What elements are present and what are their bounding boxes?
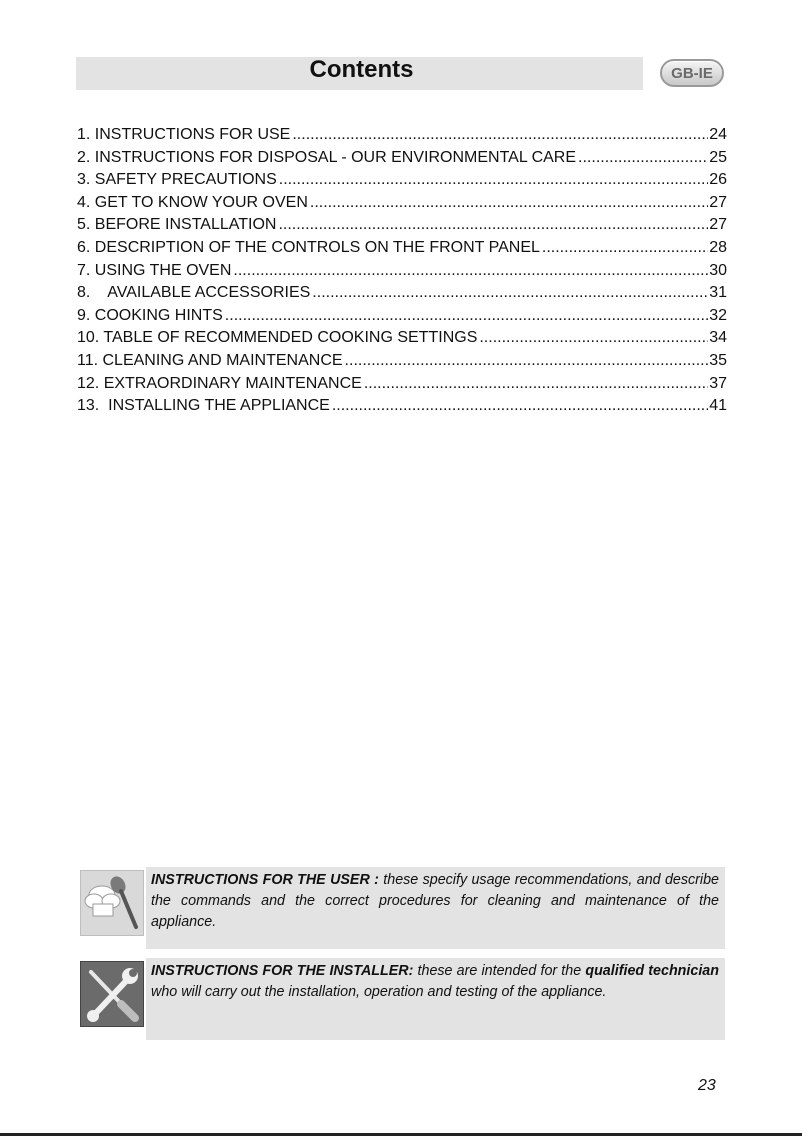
toc-entry[interactable] [77, 124, 727, 147]
toc-entry[interactable] [77, 282, 727, 305]
toc-entry-leader [225, 305, 708, 328]
toc-entry-label: 1. INSTRUCTIONS FOR USE [77, 126, 291, 143]
toc-entry-label: 11. CLEANING AND MAINTENANCE [77, 351, 343, 369]
installer-instructions-note [146, 958, 725, 1040]
language-badge: GB-IE [660, 59, 724, 87]
toc-entry-leader [312, 282, 708, 305]
toc-entry-leader [345, 350, 709, 373]
toc-entry[interactable] [77, 237, 727, 260]
installer-note-text-after: who will carry out the installation, operation and testing of the appliance. [151, 984, 607, 1000]
toc-entry-page: 41 [709, 397, 727, 415]
table-of-contents [77, 124, 727, 418]
toc-entry-label: 6. DESCRIPTION OF THE CONTROLS ON THE FRONT PANEL [77, 238, 540, 256]
toc-entry-page: 27 [709, 193, 727, 211]
toc-entry-leader [479, 327, 708, 350]
toc-entry-leader [278, 214, 708, 237]
toc-entry[interactable] [77, 260, 727, 283]
title-bar [76, 57, 643, 90]
toc-entry-leader [578, 147, 708, 170]
toc-entry-page: 30 [709, 261, 727, 279]
toc-entry[interactable] [77, 214, 727, 237]
toc-entry-leader [233, 260, 708, 283]
toc-entry-leader [364, 373, 708, 396]
toc-entry-page: 37 [709, 374, 727, 392]
toc-entry[interactable] [77, 147, 727, 170]
toc-entry-page: 24 [709, 126, 727, 143]
user-note-text: these specify usage recommendations, and describe the commands and the correct procedures for cleaning and maintenance of the appliance. [151, 872, 719, 930]
toc-entry-page: 34 [709, 329, 727, 347]
toc-entry-leader [542, 237, 708, 260]
toc-entry-label: 13. INSTALLING THE APPLIANCE [77, 397, 330, 415]
toc-entry[interactable] [77, 169, 727, 192]
toc-entry-page: 32 [709, 306, 727, 324]
toc-entry-page: 28 [709, 238, 727, 256]
toc-entry-leader [292, 124, 708, 147]
installer-note-text-before: these are intended for the [413, 963, 586, 979]
tools-icon [80, 961, 144, 1027]
page-number: 23 [698, 1077, 716, 1094]
toc-entry-label: 10. TABLE OF RECOMMENDED COOKING SETTINGS [77, 329, 478, 347]
toc-entry-page: 27 [709, 216, 727, 234]
toc-entry[interactable] [77, 395, 727, 418]
toc-entry-label: 8. AVAILABLE ACCESSORIES [77, 284, 311, 302]
toc-entry-label: 7. USING THE OVEN [77, 261, 232, 279]
toc-entry-label: 3. SAFETY PRECAUTIONS [77, 171, 277, 189]
toc-entry[interactable] [77, 373, 727, 396]
toc-entry-page: 31 [709, 284, 727, 302]
toc-entry-leader [310, 192, 708, 215]
user-instructions-note [146, 867, 725, 949]
user-note-heading: INSTRUCTIONS FOR THE USER : [151, 872, 379, 888]
toc-entry[interactable] [77, 327, 727, 350]
installer-note-heading: INSTRUCTIONS FOR THE INSTALLER: [151, 963, 414, 979]
chef-spoon-icon [80, 870, 144, 936]
installer-note-emphasis: qualified technician [585, 963, 719, 979]
page-title: Contents [309, 55, 414, 83]
toc-entry-label: 9. COOKING HINTS [77, 306, 223, 324]
toc-entry-page: 35 [709, 351, 727, 369]
toc-entry-label: 2. INSTRUCTIONS FOR DISPOSAL - OUR ENVIRONMENTAL CARE [77, 148, 577, 166]
toc-entry[interactable] [77, 350, 727, 373]
toc-entry-label: 12. EXTRAORDINARY MAINTENANCE [77, 374, 362, 392]
toc-entry-leader [279, 169, 708, 192]
toc-entry-label: 4. GET TO KNOW YOUR OVEN [77, 193, 308, 211]
toc-entry-label: 5. BEFORE INSTALLATION [77, 216, 277, 234]
toc-entry-page: 25 [709, 148, 727, 166]
toc-entry[interactable] [77, 192, 727, 215]
toc-entry-page: 26 [709, 171, 727, 189]
toc-entry[interactable] [77, 305, 727, 328]
toc-entry-leader [332, 395, 708, 418]
